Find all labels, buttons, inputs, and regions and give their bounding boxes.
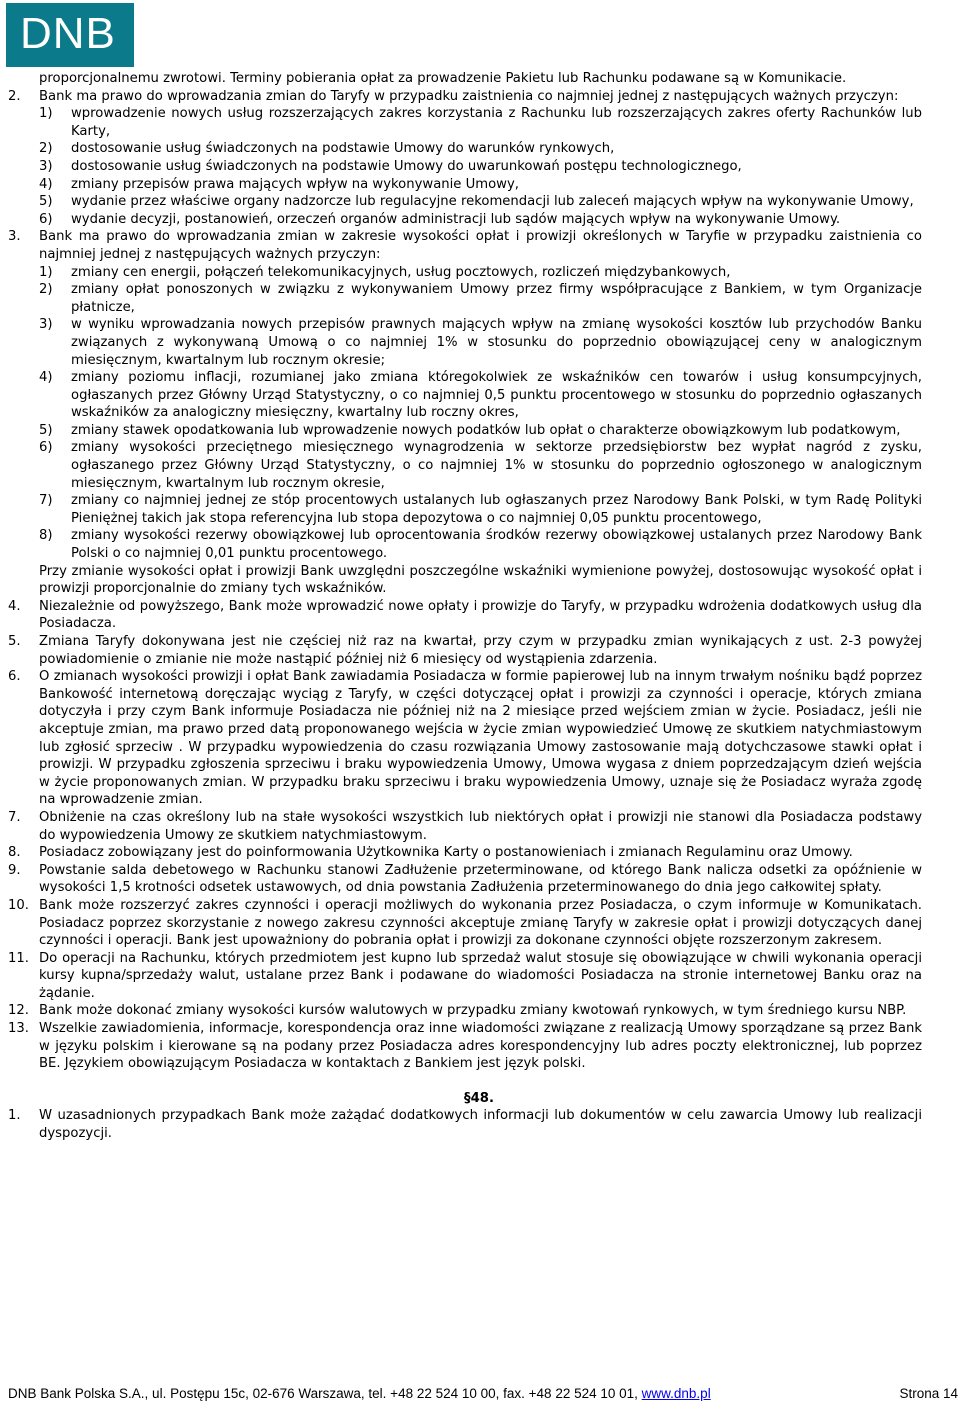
list-item xyxy=(8,633,922,668)
dnb-logo xyxy=(6,3,134,67)
list-item-number: 3) xyxy=(39,317,53,333)
list-item-number: 10. xyxy=(8,897,29,913)
item-2 xyxy=(8,88,922,106)
list-item xyxy=(8,264,922,282)
list-item-number: 12. xyxy=(8,1003,29,1019)
list-item-text: zmiany cen energii, połączeń telekomunikacyjnych, usług pocztowych, rozliczeń międzybankowych, xyxy=(71,264,731,280)
list-item-text: Bank może dokonać zmiany wysokości kursów walutowych w przypadku zmiany kwotowań rynkowych, w tym średniego kursu NBP. xyxy=(39,1003,907,1019)
footer-link[interactable]: www.dnb.pl xyxy=(641,1386,711,1401)
list-item xyxy=(8,1107,922,1142)
list-item-number: 4. xyxy=(8,598,21,614)
list-item-number: 13. xyxy=(8,1021,29,1037)
list-item-text: zmiany opłat ponoszonych w związku z wykonywaniem Umowy przez firmy współpracujące z Bankiem, w tym Organizacje płatnicze, xyxy=(71,282,922,315)
list-item xyxy=(8,950,922,1003)
list-item xyxy=(8,668,922,809)
list-item-number: 7. xyxy=(8,809,21,825)
list-item-text: Niezależnie od powyższego, Bank może wprowadzić nowe opłaty i prowizje do Taryfy, w przypadku wdrożenia dodatkowych usług dla Posiadacza. xyxy=(39,598,922,632)
item-number: 2. xyxy=(8,88,21,104)
list-item-number: 5) xyxy=(39,194,53,210)
list-item-number: 2) xyxy=(39,141,53,157)
item-3-sublist xyxy=(8,264,922,563)
list-item xyxy=(8,316,922,369)
list-item-text: Do operacji na Rachunku, których przedmiotem jest kupno lub sprzedaż walut stosuje się obowiązujące w chwili wykonania operacji kursy kupna/sprzedaży walut, ustalane przez Bank i podawane do wiadomości Posiadacza na stronie internetowej Banku oraz na żądanie. xyxy=(39,950,922,1001)
footer-text: DNB Bank Polska S.A., ul. Postępu 15c, 02-676 Warszawa, tel. +48 22 524 10 00, fax. +48 22 524 10 01, xyxy=(8,1386,642,1401)
numbered-items xyxy=(8,598,922,1073)
list-item-text: W uzasadnionych przypadkach Bank może zażądać dodatkowych informacji lub dokumentów w celu zawarcia Umowy lub realizacji dyspozycji. xyxy=(39,1108,922,1142)
list-item-number: 1) xyxy=(39,106,53,122)
list-item xyxy=(8,105,922,140)
list-item-number: 4) xyxy=(39,176,53,192)
list-item-text: Powstanie salda debetowego w Rachunku stanowi Zadłużenie przeterminowane, od którego Bank nalicza odsetki za opóźnienie w wysokości 1,5 krotności odsetek ustawowych, od dnia powstania Zadłużenia przeterminowanego do dnia jego całkowitej spłaty. xyxy=(39,862,922,896)
intro-paragraph: proporcjonalnemu zwrotowi. Terminy pobierania opłat za prowadzenie Pakietu lub Rachunku podawane są w Komunikacie. xyxy=(39,71,847,86)
list-item xyxy=(8,281,922,316)
list-item xyxy=(8,422,922,440)
list-item-number: 2) xyxy=(39,282,53,298)
list-item-text: Zmiana Taryfy dokonywana jest nie częściej niż raz na kwartał, przy czym w przypadku zmian wynikających z ust. 2-3 powyżej powiadomienie o zmianie nie może nastąpić później niż 6 miesięcy od wystąpienia zdarzenia. xyxy=(39,634,922,667)
list-item-number: 7) xyxy=(39,493,53,509)
list-item-text: dostosowanie usług świadczonych na podstawie Umowy do uwarunkowań postępu technologicznego, xyxy=(71,158,742,174)
list-item-text: w wyniku wprowadzania nowych przepisów prawnych mających wpływ na zmianę wysokości kosztów lub przychodów Banku związanych z wykonywaną Umową o co najmniej 1% w stosunku do poprzednio obowiązującej ceny w analogicznym miesięcznym, kwartalnym lub rocznym okresie; xyxy=(71,317,922,368)
list-item-text: Wszelkie zawiadomienia, informacje, korespondencja oraz inne wiadomości związane z realizacją Umowy sporządzane są przez Bank w języku polskim i kierowane są na podany przez Posiadacza adres korespondencyjny lub adres poczty elektronicznej, lub poprzez BE. Językiem obowiązującym Posiadacza w kontaktach z Bankiem jest język polski. xyxy=(39,1021,922,1072)
list-item-number: 11. xyxy=(8,950,29,966)
item-3-closing: Przy zmianie wysokości opłat i prowizji Bank uwzględni poszczególne wskaźniki wymienione powyżej, dostosowując wysokość opłat i prowizji proporcjonalnie do zmiany tych wskaźników. xyxy=(39,563,922,597)
list-item xyxy=(8,492,922,527)
list-item-number: 6) xyxy=(39,440,53,456)
list-item-text: zmiany wysokości przeciętnego miesięcznego wynagrodzenia w sektorze przedsiębiorstw bez wypłat nagród z zysku, ogłaszanego przez Główny Urząd Statystyczny, o co najmniej 1% w stosunku do poprzednio ogłoszonego w analogicznym miesięcznym, kwartalnym lub rocznym okresie, xyxy=(71,440,922,491)
list-item xyxy=(8,211,922,229)
item-text: Bank ma prawo do wprowadzania zmian w zakresie wysokości opłat i prowizji określonych w Taryfie w przypadku zaistnienia co najmniej jednej z następujących ważnych przyczyn: xyxy=(39,229,922,262)
list-item-number: 6. xyxy=(8,669,21,685)
section-items xyxy=(8,1107,922,1142)
logo-text: DNB xyxy=(20,9,116,58)
list-item-text: zmiany co najmniej jednej ze stóp procentowych ustalanych lub ogłaszanych przez Narodowy Bank Polski, w tym Radę Polityki Pieniężnej takich jak stopa referencyjna lub stopa depozytowa o co najmniej 0,05 punktu procentowego, xyxy=(71,493,922,526)
list-item xyxy=(8,527,922,562)
footer-address xyxy=(8,1386,711,1402)
list-item-text: wydanie przez właściwe organy nadzorcze lub regulacyjne rekomendacji lub zaleceń mających wpływ na wykonywanie Umowy, xyxy=(71,194,914,210)
list-item xyxy=(8,897,922,950)
section-title: §48. xyxy=(464,1090,494,1106)
list-item-number: 8. xyxy=(8,845,21,861)
list-item-number: 1) xyxy=(39,264,53,280)
list-item xyxy=(8,809,922,844)
list-item-number: 6) xyxy=(39,211,53,227)
list-item xyxy=(8,176,922,194)
list-item xyxy=(8,158,922,176)
list-item-text: zmiany stawek opodatkowania lub wprowadzenie nowych podatków lub opłat o charakterze obowiązkowym lub podatkowym, xyxy=(71,422,901,438)
list-item xyxy=(8,1002,922,1020)
item-3 xyxy=(8,228,922,263)
list-item-text: zmiany przepisów prawa mających wpływ na wykonywanie Umowy, xyxy=(71,176,519,192)
list-item-text: wydanie decyzji, postanowień, orzeczeń organów administracji lub sądów mających wpływ na wykonywanie Umowy. xyxy=(71,211,841,227)
list-item-text: zmiany wysokości rezerwy obowiązkowej lub oprocentowania środków rezerwy obowiązkowej ustalanych przez Narodowy Bank Polski o co najmniej 0,01 punktu procentowego. xyxy=(71,528,922,562)
list-item-text: O zmianach wysokości prowizji i opłat Bank zawiadamia Posiadacza w formie papierowej lub na innym trwałym nośniku bądź poprzez Bankowość internetową doręczając wyciąg z Taryfy, w części dotyczącej opłat i prowizji za czynności i operacje, których zmiana dotyczyła i przy czym Bank informuje Posiadacza nie później niż na 2 miesiące przed wejściem zmian w życie. Posiadacz, jeśli nie akceptuje zmian, ma prawo przed datą proponowanego wejścia w życie zmian wypowiedzieć Umowę ze skutkiem natychmiastowym lub zgłosić sprzeciw . W przypadku wypowiedzenia do czasu rozwiązania Umowy zastosowanie mają dotychczasowe stawki opłat i prowizji. W przypadku zgłoszenia sprzeciwu i braku wypowiedzenia Umowy, Umowa wygasa z dniem poprzedzającym dzień wejścia w życie proponowanych zmian. W przypadku braku sprzeciwu i braku wypowiedzenia Umowy, uznaje się że Posiadacz wyraża zgodę na wprowadzenie zmian. xyxy=(39,669,922,808)
item-number: 3. xyxy=(8,229,21,245)
list-item-number: 3) xyxy=(39,158,53,174)
list-item-text: Bank może rozszerzyć zakres czynności i operacji możliwych do wykonania przez Posiadacza, o czym informuje w Komunikatach. Posiadacz poprzez skorzystanie z nowego zakresu czynności akceptuje zmianę Taryfy w zakresie opłat i prowizji dotyczących danej czynności i operacji. Bank jest upoważniony do pobrania opłat i prowizji za dokonane czynności objęte rozszerzonym zakresem. xyxy=(39,897,922,949)
list-item-number: 5. xyxy=(8,634,21,649)
list-item xyxy=(8,598,922,633)
list-item-number: 1. xyxy=(8,1108,21,1124)
list-item-number: 4) xyxy=(39,370,53,386)
list-item-text: dostosowanie usług świadczonych na podstawie Umowy do warunków rynkowych, xyxy=(71,141,615,157)
list-item-number: 8) xyxy=(39,528,53,544)
list-item-text: Obniżenie na czas określony lub na stałe wysokości wszystkich lub niektórych opłat i prowizji nie stanowi dla Posiadacza podstawy do wypowiedzenia Umowy ze skutkiem natychmiastowym. xyxy=(39,809,922,843)
list-item xyxy=(8,140,922,158)
list-item-number: 9. xyxy=(8,862,21,878)
list-item-text: Posiadacz zobowiązany jest do poinformowania Użytkownika Karty o postanowieniach i zmianach Regulaminu oraz Umowy. xyxy=(39,845,853,861)
list-item-text: zmiany poziomu inflacji, rozumianej jako zmiana któregokolwiek ze wskaźników cen towarów i usług konsumpcyjnych, ogłaszanych przez Główny Urząd Statystyczny, o co najmniej 0,5 punktu procentowego w stosunku do poprzednio ogłaszanych wskaźników za analogiczny miesięczny, kwartalny lub roczny okres, xyxy=(71,370,922,421)
list-item-number: 5) xyxy=(39,422,53,438)
list-item xyxy=(8,369,922,422)
item-text: Bank ma prawo do wprowadzania zmian do Taryfy w przypadku zaistnienia co najmniej jednej z następujących ważnych przyczyn: xyxy=(39,88,899,104)
item-2-sublist xyxy=(8,105,922,228)
list-item xyxy=(8,1020,922,1073)
list-item xyxy=(8,862,922,897)
page-number: Strona 14 xyxy=(899,1386,958,1401)
list-item xyxy=(8,193,922,211)
list-item xyxy=(8,439,922,492)
list-item-text: wprowadzenie nowych usług rozszerzających zakres korzystania z Rachunku lub rozszerzających zakres oferty Rachunków lub Karty, xyxy=(71,106,922,139)
list-item xyxy=(8,844,922,862)
document-body xyxy=(8,70,922,1143)
